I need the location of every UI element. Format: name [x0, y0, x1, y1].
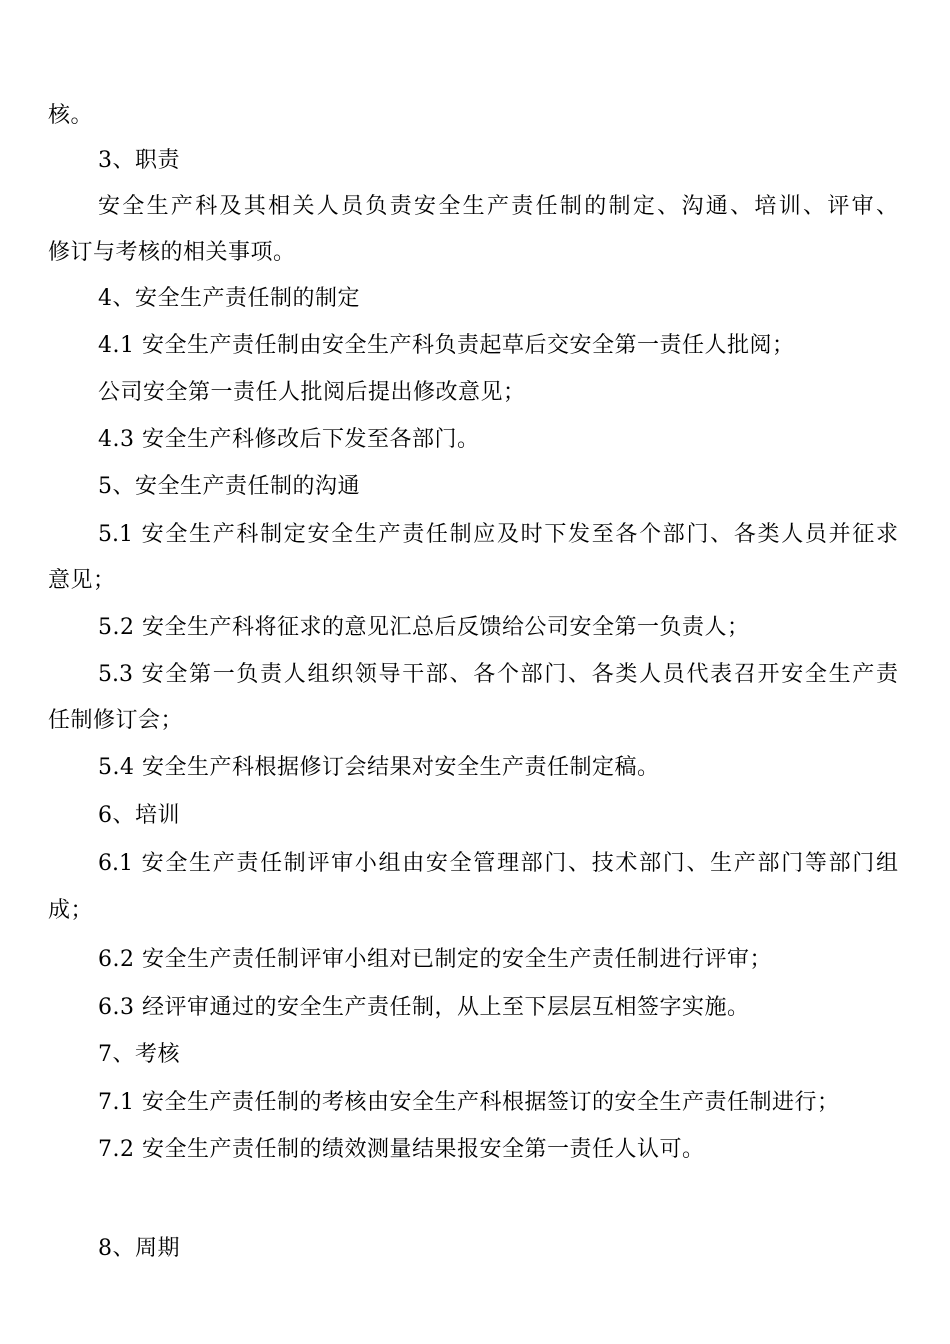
paragraph-line: 7.2 安全生产责任制的绩效测量结果报安全第一责任人认可。	[98, 1137, 705, 1162]
section-heading: 3、职责	[98, 148, 180, 173]
section-heading: 6、培训	[98, 803, 180, 828]
paragraph-line: 4.1 安全生产责任制由安全生产科负责起草后交安全第一责任人批阅；	[98, 333, 795, 358]
paragraph-line: 意见；	[48, 568, 116, 593]
section-heading: 8、周期	[98, 1236, 180, 1261]
paragraph-line: 公司安全第一责任人批阅后提出修改意见；	[98, 380, 526, 405]
paragraph-line: 5.1 安全生产科制定安全生产责任制应及时下发至各个部门、各类人员并征求	[98, 522, 898, 547]
paragraph-line: 4.3 安全生产科修改后下发至各部门。	[98, 427, 480, 452]
paragraph-line: 5.2 安全生产科将征求的意见汇总后反馈给公司安全第一负责人；	[98, 615, 750, 640]
section-heading: 5、安全生产责任制的沟通	[98, 474, 360, 499]
paragraph-line: 任制修订会；	[48, 708, 184, 733]
paragraph-line: 成；	[48, 898, 94, 923]
paragraph-line: 修订与考核的相关事项。	[48, 240, 296, 265]
paragraph-line: 6.2 安全生产责任制评审小组对已制定的安全生产责任制进行评审；	[98, 947, 772, 972]
section-heading: 4、安全生产责任制的制定	[98, 286, 360, 311]
paragraph-line: 安全生产科及其相关人员负责安全生产责任制的制定、沟通、培训、评审、	[98, 194, 898, 219]
paragraph-line: 6.3 经评审通过的安全生产责任制，从上至下层层互相签字实施。	[98, 995, 750, 1020]
section-heading: 7、考核	[98, 1042, 180, 1067]
paragraph-line: 7.1 安全生产责任制的考核由安全生产科根据签订的安全生产责任制进行；	[98, 1090, 840, 1115]
paragraph-line: 6.1 安全生产责任制评审小组由安全管理部门、技术部门、生产部门等部门组	[98, 851, 898, 876]
paragraph-line: 5.3 安全第一负责人组织领导干部、各个部门、各类人员代表召开安全生产责	[98, 662, 898, 687]
paragraph-line: 5.4 安全生产科根据修订会结果对安全生产责任制定稿。	[98, 755, 660, 780]
paragraph-line: 核。	[48, 103, 94, 128]
